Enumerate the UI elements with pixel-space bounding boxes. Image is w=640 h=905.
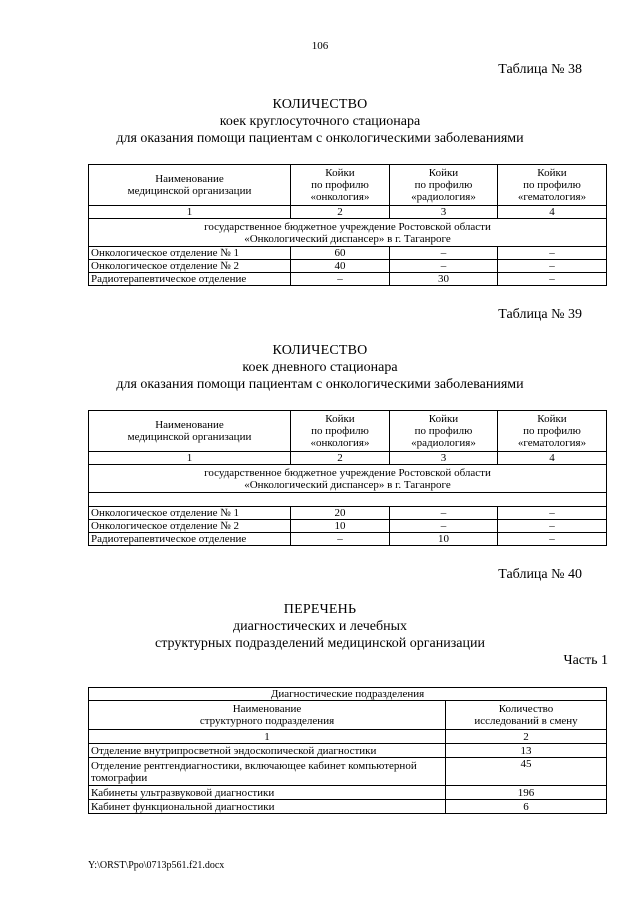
column-number: 2 bbox=[291, 452, 390, 465]
header-oncology: Койки по профилю «онкология» bbox=[291, 411, 390, 452]
title-line: диагностических и лечебных bbox=[233, 619, 407, 634]
row-name: Радиотерапевтическое отделение bbox=[89, 273, 291, 286]
row-name: Радиотерапевтическое отделение bbox=[89, 533, 291, 546]
table-row bbox=[89, 260, 607, 273]
row-name: Отделение рентгендиагностики, включающее кабинет компьютерной томографии bbox=[89, 758, 446, 786]
row-value: – bbox=[390, 520, 498, 533]
header-org: Наименование медицинской организации bbox=[89, 411, 291, 452]
row-value: 45 bbox=[446, 758, 607, 786]
row-value: – bbox=[390, 260, 498, 273]
row-name: Онкологическое отделение № 2 bbox=[89, 520, 291, 533]
table-39-label: Таблица № 39 bbox=[498, 307, 582, 322]
header-hematology: Койки по профилю «гематология» bbox=[498, 165, 607, 206]
table-40-title bbox=[60, 601, 580, 652]
row-name: Кабинет функциональной диагностики bbox=[89, 800, 446, 814]
title-line: коек дневного стационара bbox=[242, 360, 398, 375]
row-value: 60 bbox=[291, 247, 390, 260]
table-row bbox=[89, 273, 607, 286]
table-38-label: Таблица № 38 bbox=[498, 62, 582, 77]
header-row bbox=[89, 165, 607, 206]
column-number: 1 bbox=[89, 452, 291, 465]
column-number: 3 bbox=[390, 206, 498, 219]
title-heading: ПЕРЕЧЕНЬ bbox=[283, 602, 357, 617]
column-numbers-row bbox=[89, 730, 607, 744]
row-value: – bbox=[291, 533, 390, 546]
file-path-footer: Y:\ORST\Ppo\0713p561.f21.docx bbox=[88, 860, 225, 871]
org-name: государственное бюджетное учреждение Ростовской области «Онкологический диспансер» в г. Таганроге bbox=[89, 465, 607, 493]
column-number: 4 bbox=[498, 206, 607, 219]
row-value: – bbox=[498, 507, 607, 520]
row-value: 20 bbox=[291, 507, 390, 520]
table-row bbox=[89, 786, 607, 800]
header-org: Наименование медицинской организации bbox=[89, 165, 291, 206]
page-number: 106 bbox=[311, 40, 329, 52]
row-value: – bbox=[390, 247, 498, 260]
header-row bbox=[89, 411, 607, 452]
column-number: 1 bbox=[89, 730, 446, 744]
org-name-row bbox=[89, 219, 607, 247]
table-row bbox=[89, 800, 607, 814]
row-value: 30 bbox=[390, 273, 498, 286]
column-numbers-row bbox=[89, 452, 607, 465]
header-name: Наименование структурного подразделения bbox=[89, 701, 446, 730]
table-row bbox=[89, 247, 607, 260]
row-name: Онкологическое отделение № 1 bbox=[89, 507, 291, 520]
column-number: 4 bbox=[498, 452, 607, 465]
table-39 bbox=[88, 410, 607, 546]
title-line: для оказания помощи пациентам с онкологическими заболеваниями bbox=[116, 377, 524, 392]
table-38-title bbox=[60, 96, 580, 147]
part-label: Часть 1 bbox=[563, 653, 608, 668]
column-number: 3 bbox=[390, 452, 498, 465]
title-line: структурных подразделений медицинской организации bbox=[155, 636, 485, 651]
row-value: 10 bbox=[291, 520, 390, 533]
column-numbers-row bbox=[89, 206, 607, 219]
title-line: для оказания помощи пациентам с онкологическими заболеваниями bbox=[116, 131, 524, 146]
row-value: 13 bbox=[446, 744, 607, 758]
row-value: – bbox=[498, 247, 607, 260]
row-value: – bbox=[498, 260, 607, 273]
row-value: 40 bbox=[291, 260, 390, 273]
org-name: государственное бюджетное учреждение Ростовской области «Онкологический диспансер» в г. Таганроге bbox=[89, 219, 607, 247]
table-row bbox=[89, 744, 607, 758]
row-name: Онкологическое отделение № 1 bbox=[89, 247, 291, 260]
header-oncology: Койки по профилю «онкология» bbox=[291, 165, 390, 206]
column-number: 2 bbox=[291, 206, 390, 219]
header-radiology: Койки по профилю «радиология» bbox=[390, 411, 498, 452]
row-value: – bbox=[498, 273, 607, 286]
table-40 bbox=[88, 687, 607, 814]
header-radiology: Койки по профилю «радиология» bbox=[390, 165, 498, 206]
table-row bbox=[89, 507, 607, 520]
column-number: 1 bbox=[89, 206, 291, 219]
row-value: – bbox=[498, 520, 607, 533]
empty-row bbox=[89, 493, 607, 507]
column-number: 2 bbox=[446, 730, 607, 744]
table-row bbox=[89, 758, 607, 786]
table-39-title bbox=[60, 342, 580, 393]
org-name-row bbox=[89, 465, 607, 493]
title-heading: КОЛИЧЕСТВО bbox=[272, 343, 368, 358]
row-name: Отделение внутрипросветной эндоскопической диагностики bbox=[89, 744, 446, 758]
title-heading: КОЛИЧЕСТВО bbox=[272, 97, 368, 112]
row-value: 196 bbox=[446, 786, 607, 800]
row-value: 10 bbox=[390, 533, 498, 546]
row-value: 6 bbox=[446, 800, 607, 814]
table-row bbox=[89, 533, 607, 546]
header-quantity: Количество исследований в смену bbox=[446, 701, 607, 730]
section-row bbox=[89, 688, 607, 701]
row-value: – bbox=[390, 507, 498, 520]
table-row bbox=[89, 520, 607, 533]
table-40-label: Таблица № 40 bbox=[498, 567, 582, 582]
row-name: Кабинеты ультразвуковой диагностики bbox=[89, 786, 446, 800]
row-name: Онкологическое отделение № 2 bbox=[89, 260, 291, 273]
header-hematology: Койки по профилю «гематология» bbox=[498, 411, 607, 452]
header-row bbox=[89, 701, 607, 730]
table-38 bbox=[88, 164, 607, 286]
title-line: коек круглосуточного стационара bbox=[219, 114, 421, 129]
row-value: – bbox=[291, 273, 390, 286]
section-title: Диагностические подразделения bbox=[89, 688, 607, 701]
row-value: – bbox=[498, 533, 607, 546]
